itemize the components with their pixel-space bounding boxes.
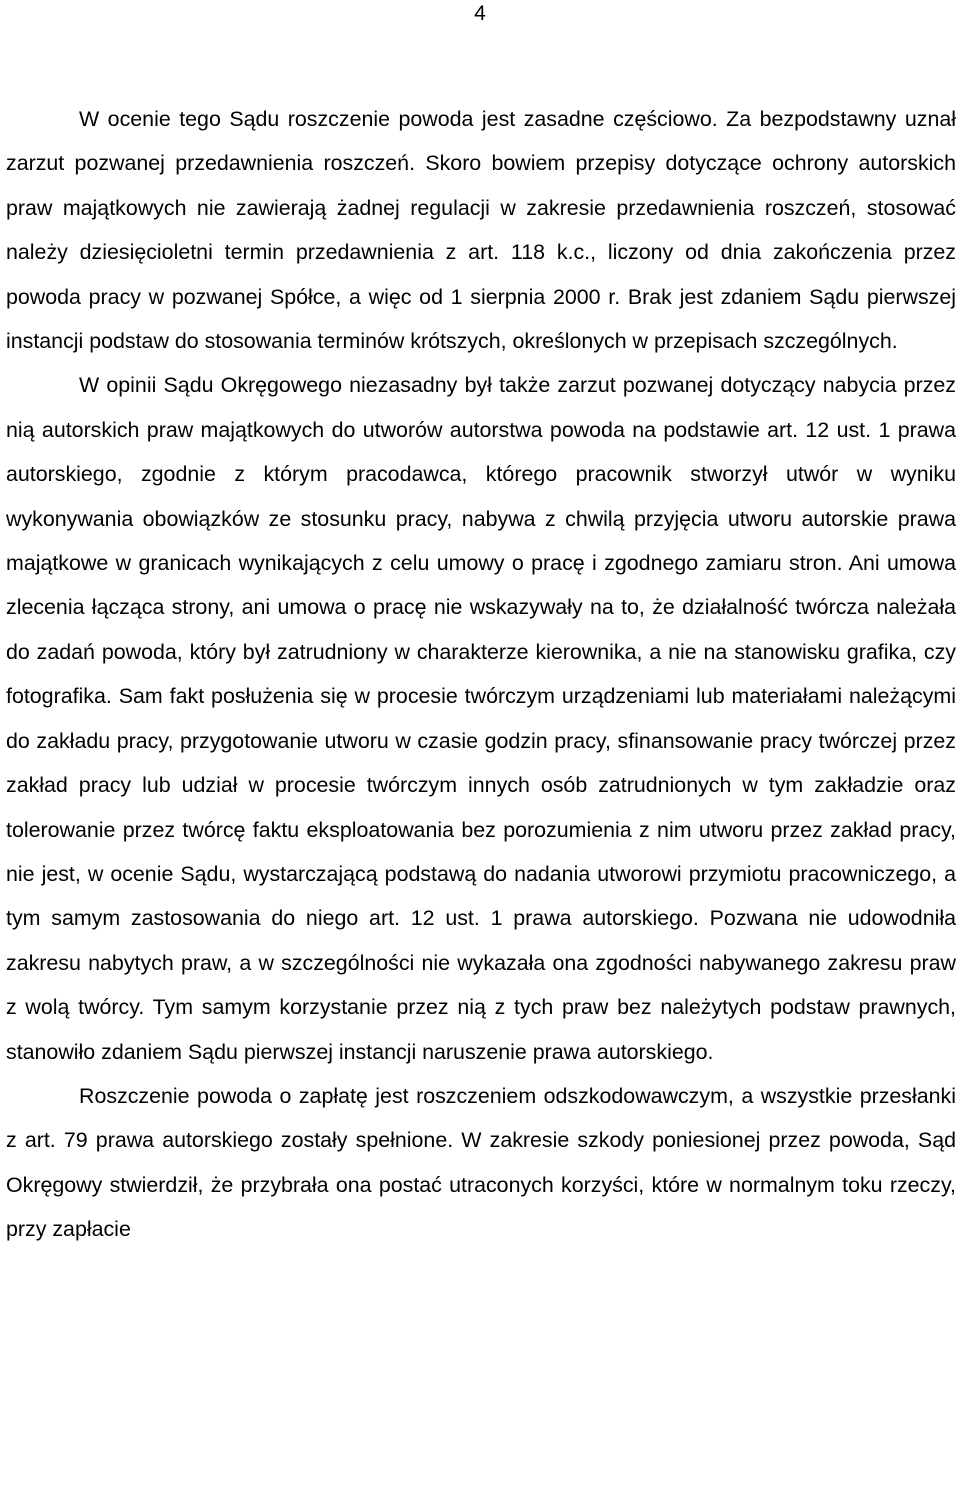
paragraph-employee-work: W opinii Sądu Okręgowego niezasadny był także zarzut pozwanej dotyczący nabycia przez nią autorskich praw majątkowych do utworów autorstwa powoda na podstawie art. 12 ust. 1 prawa autorskiego, zgodnie z którym pracodawca, którego pracownik stworzył utwór w wyniku wykonywania obowiązków ze stosunku pracy, nabywa z chwilą przyjęcia utworu autorskie prawa majątkowe w granicach wynikających z celu umowy o pracę i zgodnego zamiaru stron. Ani umowa zlecenia łącząca strony, ani umowa o pracę nie wskazywały na to, że działalność twórcza należała do zadań powoda, który był zatrudniony w charakterze kierownika, a nie na stanowisku grafika, czy fotografika. Sam fakt posłużenia się w procesie twórczym urządzeniami lub materiałami należącymi do zakładu pracy, przygotowanie utworu w czasie godzin pracy, sfinansowanie pracy twórczej przez zakład pracy lub udział w procesie twórczym innych osób zatrudnionych w tym zakładzie oraz tolerowanie przez twórcę faktu eksploatowania bez porozumienia z nim utworu przez zakład pracy, nie jest, w ocenie Sądu, wystarczającą podstawą do nadania utworowi przymiotu pracowniczego, a tym samym zastosowania do niego art. 12 ust. 1 prawa autorskiego. Pozwana nie udowodniła zakresu nabytych praw, a w szczególności nie wykazała ona zgodności nabywanego zakresu praw z wolą twórcy. Tym samym korzystanie przez nią z tych praw bez należytych podstaw prawnych, stanowiło zdaniem Sądu pierwszej instancji naruszenie prawa autorskiego.	[6, 373, 956, 1064]
paragraph-limitation-period: W ocenie tego Sądu roszczenie powoda jest zasadne częściowo. Za bezpodstawny uznał zarzut pozwanej przedawnienia roszczeń. Skoro bowiem przepisy dotyczące ochrony autorskich praw majątkowych nie zawierają żadnej regulacji w zakresie przedawnienia roszczeń, stosować należy dziesięcioletni termin przedawnienia z art. 118 k.c., liczony od dnia zakończenia przez powoda pracy w pozwanej Spółce, a więc od 1 sierpnia 2000 r. Brak jest zdaniem Sądu pierwszej instancji podstaw do stosowania terminów krótszych, określonych w przepisach szczególnych.	[6, 107, 956, 354]
document-body	[6, 97, 956, 1252]
paragraph-damages-claim: Roszczenie powoda o zapłatę jest roszczeniem odszkodowawczym, a wszystkie przesłanki z art. 79 prawa autorskiego zostały spełnione. W zakresie szkody poniesionej przez powoda, Sąd Okręgowy stwierdził, że przybrała ona postać utraconych korzyści, które w normalnym toku rzeczy, przy zapłacie	[6, 1083, 956, 1242]
page-number: 4	[474, 2, 486, 25]
